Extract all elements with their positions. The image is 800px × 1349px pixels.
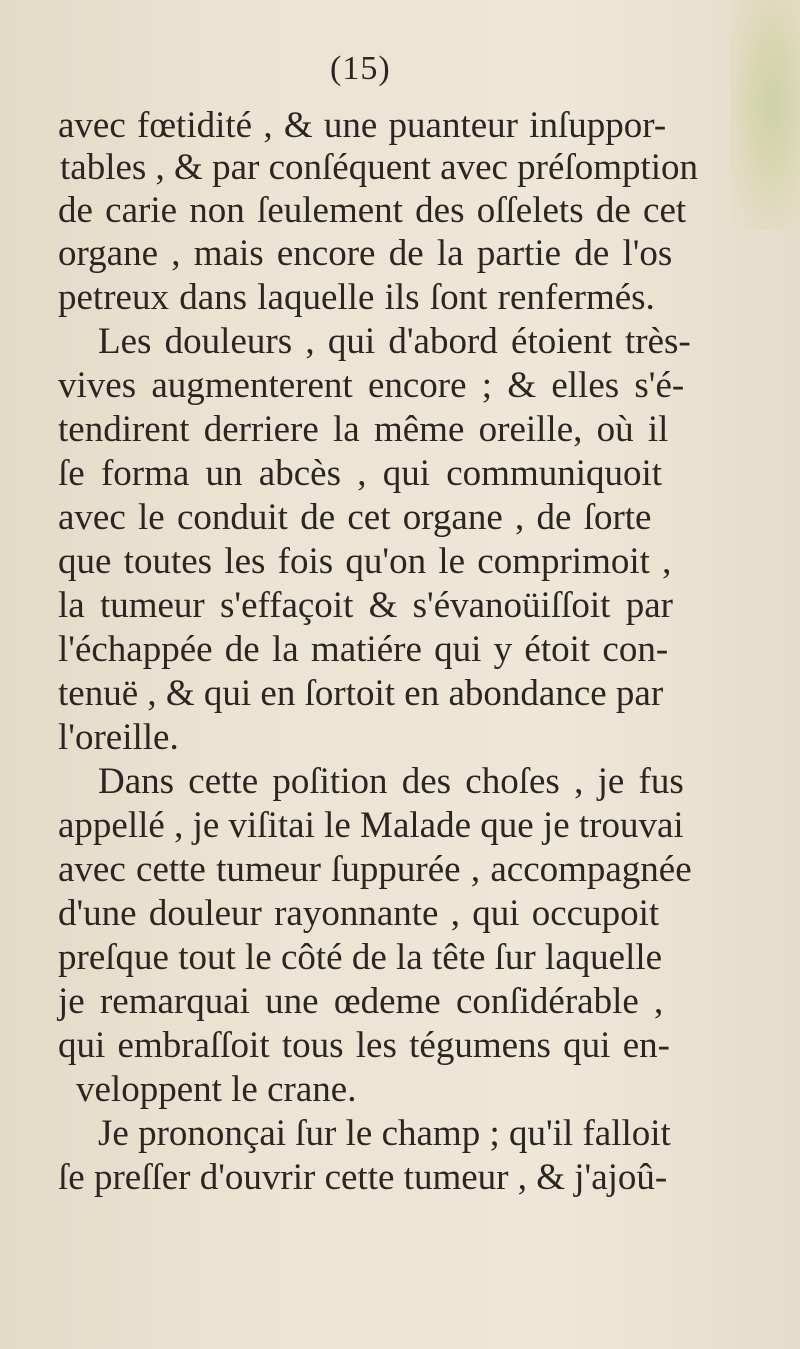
text-line: la tumeur s'effaçoit & s'évanoüiſſoit par bbox=[58, 585, 673, 626]
text-line: Les douleurs , qui d'abord étoient très- bbox=[98, 321, 691, 362]
text-line: Je prononçai ſur le champ ; qu'il falloit bbox=[98, 1113, 671, 1154]
text-line: avec le conduit de cet organe , de ſorte bbox=[58, 497, 652, 538]
text-line: que toutes les fois qu'on le comprimoit , bbox=[58, 541, 672, 582]
text-line: je remarquai une œdeme conſidérable , bbox=[58, 981, 664, 1022]
page-stain bbox=[730, 0, 800, 230]
text-line: organe , mais encore de la partie de l'os bbox=[58, 233, 673, 274]
text-line: tables , & par conſéquent avec préſomption bbox=[60, 147, 699, 188]
text-line: de carie non ſeulement des oſſelets de cet bbox=[58, 190, 687, 231]
text-line: ſe forma un abcès , qui communiquoit bbox=[58, 453, 663, 494]
text-line: veloppent le crane. bbox=[76, 1069, 357, 1110]
text-line: vives augmenterent encore ; & elles s'é- bbox=[58, 365, 685, 406]
text-line: tenuë , & qui en ſortoit en abondance par bbox=[58, 673, 664, 714]
text-line: appellé , je viſitai le Malade que je trouvai bbox=[58, 805, 684, 846]
page-number: (15) bbox=[330, 50, 391, 87]
text-line: l'oreille. bbox=[58, 717, 179, 758]
text-line: tendirent derriere la même oreille, où il bbox=[58, 409, 669, 450]
text-line: ſe preſſer d'ouvrir cette tumeur , & j'ajoû- bbox=[58, 1157, 668, 1198]
text-line: preſque tout le côté de la tête ſur laquelle bbox=[58, 937, 663, 978]
text-line: l'échappée de la matiére qui y étoit con- bbox=[58, 629, 669, 670]
text-line: d'une douleur rayonnante , qui occupoit bbox=[58, 893, 660, 934]
text-line: petreux dans laquelle ils ſont renfermés. bbox=[58, 277, 655, 318]
text-line: avec fœtidité , & une puanteur inſuppor- bbox=[58, 105, 667, 146]
text-line: Dans cette poſition des choſes , je fus bbox=[98, 761, 684, 802]
text-line: avec cette tumeur ſuppurée , accompagnée bbox=[58, 849, 692, 890]
text-line: qui embraſſoit tous les tégumens qui en- bbox=[58, 1025, 670, 1066]
